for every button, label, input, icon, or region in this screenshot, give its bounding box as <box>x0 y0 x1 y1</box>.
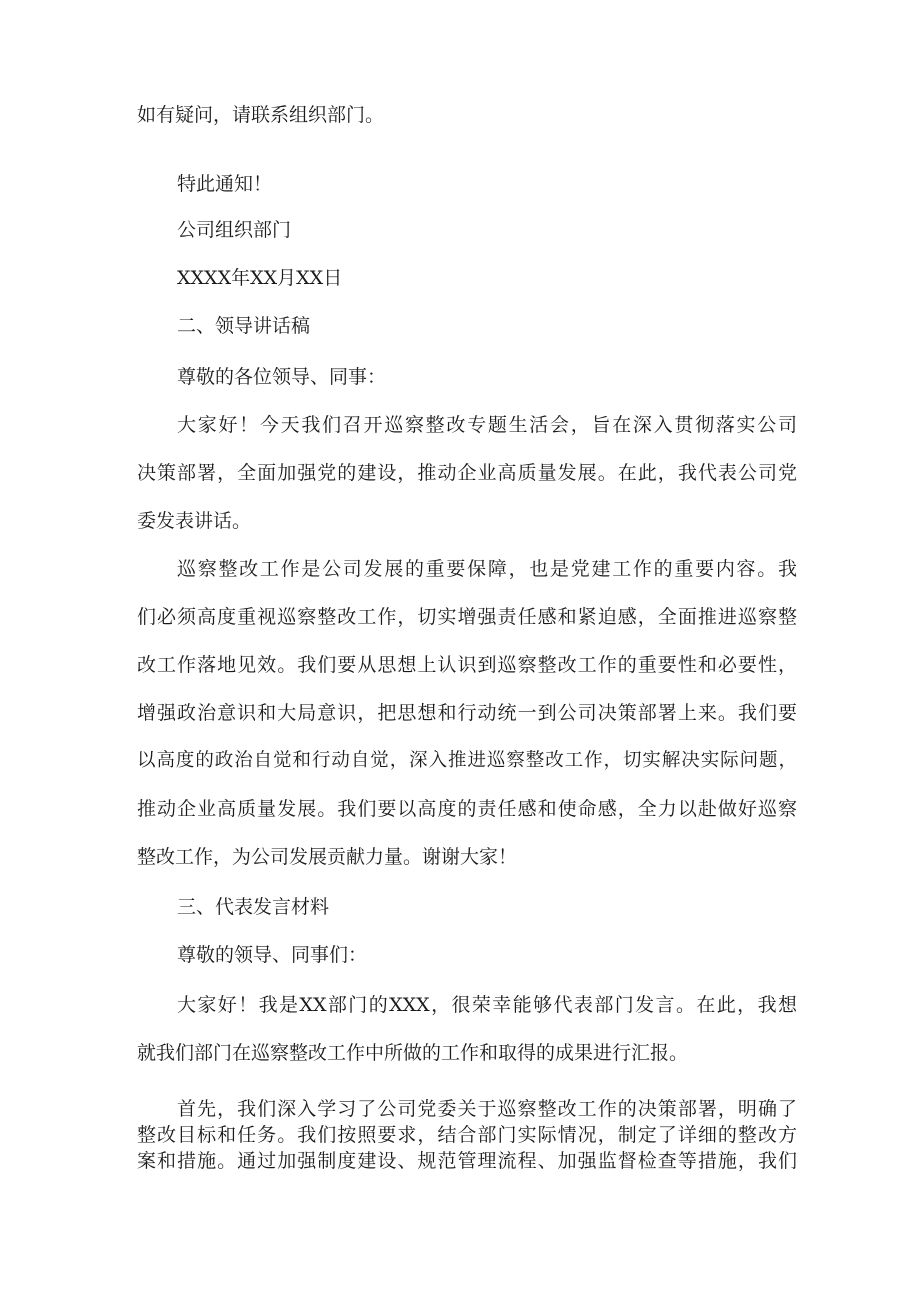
text-line: 委发表讲话。 <box>137 510 252 532</box>
text-line: 大家好！今天我们召开巡察整改专题生活会，旨在深入贯彻落实公司 <box>177 414 797 436</box>
text-line: 们必须高度重视巡察整改工作，切实增强责任感和紧迫感，全面推进巡察整 <box>137 606 797 628</box>
text-line: 就我们部门在巡察整改工作中所做的工作和取得的成果进行汇报。 <box>137 1042 689 1064</box>
text-line: 首先，我们深入学习了公司党委关于巡察整改工作的决策部署，明确了 <box>177 1098 797 1120</box>
text-line: 特此通知！ <box>177 173 273 195</box>
text-line: 尊敬的领导、同事们： <box>177 944 368 966</box>
text-line: 巡察整改工作是公司发展的重要保障，也是党建工作的重要内容。我 <box>177 558 797 580</box>
section-heading: 三、代表发言材料 <box>177 896 330 918</box>
text-line: 公司组织部门 <box>177 219 292 241</box>
text-line: 增强政治意识和大局意识，把思想和行动统一到公司决策部署上来。我们要 <box>137 702 797 724</box>
text-line: 决策部署，全面加强党的建设，推动企业高质量发展。在此，我代表公司党 <box>137 462 797 484</box>
text-line: 尊敬的各位领导、同事： <box>177 366 387 388</box>
text-line: 如有疑问，请联系组织部门。 <box>137 104 385 126</box>
text-line: 改工作落地见效。我们要从思想上认识到巡察整改工作的重要性和必要性， <box>137 654 797 676</box>
text-line: 以高度的政治自觉和行动自觉，深入推进巡察整改工作，切实解决实际问题， <box>137 750 797 771</box>
date-line: XXXX年XX月XX日 <box>177 267 343 289</box>
text-line: 整改工作，为公司发展贡献力量。谢谢大家！ <box>137 846 518 868</box>
text-line: 大家好！我是XX部门的XXX，很荣幸能够代表部门发言。在此，我想 <box>177 994 797 1016</box>
section-heading: 二、领导讲话稿 <box>177 315 311 337</box>
text-line: 整改目标和任务。我们按照要求，结合部门实际情况，制定了详细的整改方 <box>137 1124 797 1146</box>
text-line: 案和措施。通过加强制度建设、规范管理流程、加强监督检查等措施，我们 <box>137 1150 797 1172</box>
text-line: 推动企业高质量发展。我们要以高度的责任感和使命感，全力以赴做好巡察 <box>137 798 797 820</box>
